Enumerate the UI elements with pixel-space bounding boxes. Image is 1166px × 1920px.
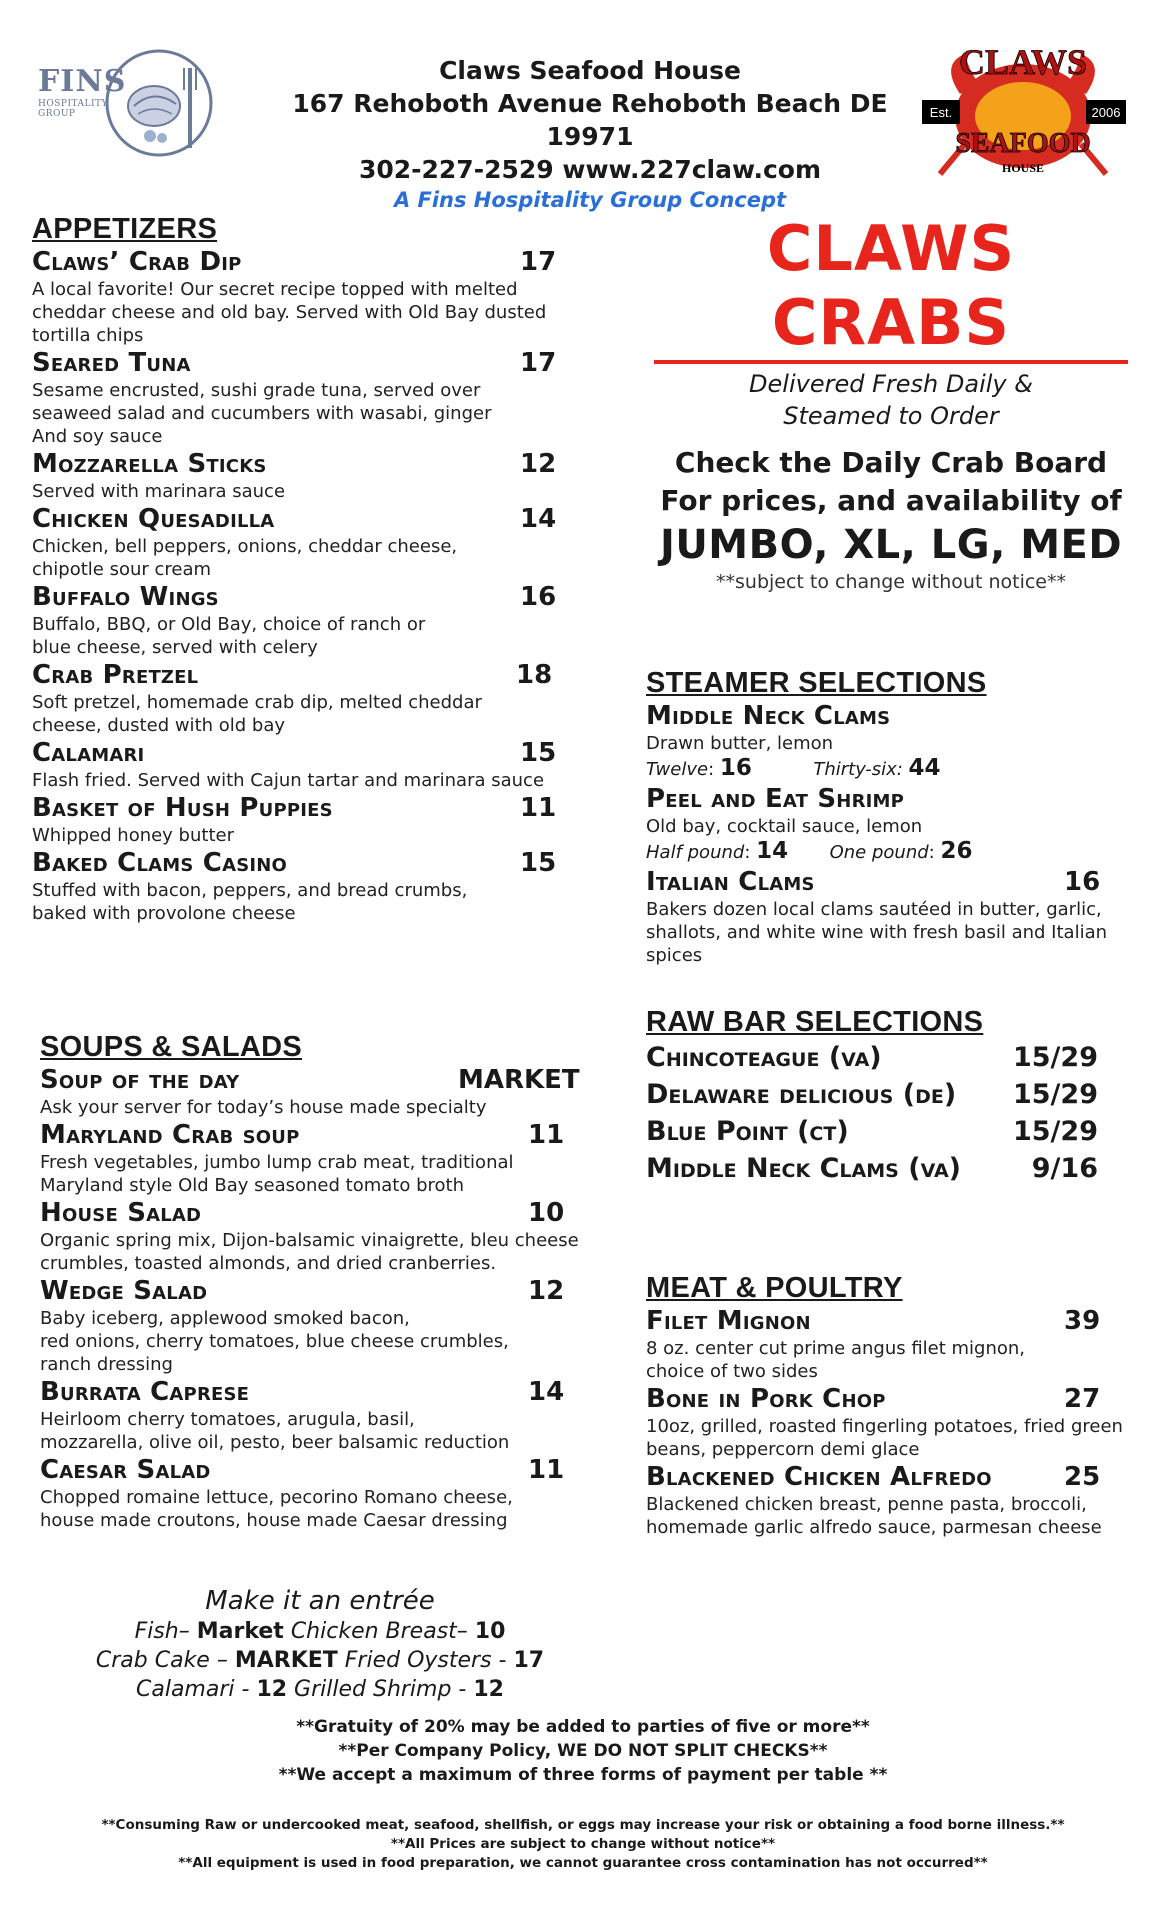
menu-item xyxy=(32,659,592,737)
item-description: 8 oz. center cut prime angus filet mignon, choice of two sides xyxy=(646,1338,1026,1382)
item-price: 16 xyxy=(520,582,557,612)
item-description: Bakers dozen local clams sautéed in butter, garlic, shallots, and white wine with fresh basil and Italian spices xyxy=(646,899,1108,966)
menu-item xyxy=(646,1305,1136,1383)
menu-item xyxy=(32,792,592,847)
item-options: Twelve: 16 Thirty-six: 44 xyxy=(646,755,941,781)
soups-salads-section xyxy=(40,1030,600,1532)
item-price: 27 xyxy=(1064,1384,1101,1414)
item-name: Bone in Pork Chop xyxy=(646,1384,886,1414)
menu-item xyxy=(32,581,592,659)
meat-poultry-section xyxy=(646,1271,1136,1539)
svg-text:SEAFOOD: SEAFOOD xyxy=(955,128,1091,159)
item-price: 15/29 xyxy=(1012,1042,1098,1073)
item-name: Filet Mignon xyxy=(646,1306,811,1336)
item-price: 14 xyxy=(520,504,557,534)
policies xyxy=(0,1715,1166,1787)
item-price: 18 xyxy=(516,660,553,690)
item-name: Basket of Hush Puppies xyxy=(32,793,333,823)
steamer-title: STEAMER SELECTIONS xyxy=(646,667,987,699)
crabs-board-note: Check the Daily Crab Board xyxy=(674,446,1108,479)
item-description: Fresh vegetables, jumbo lump crab meat, traditional Maryland style Old Bay seasoned tomato broth xyxy=(40,1152,514,1196)
policy-line: **We accept a maximum of three forms of payment per table ** xyxy=(278,1765,888,1785)
item-description: Heirloom cherry tomatoes, arugula, basil, mozzarella, olive oil, pesto, beer balsamic reduction xyxy=(40,1409,510,1453)
svg-text:Est.: Est. xyxy=(929,105,953,120)
item-description: Flash fried. Served with Cajun tartar and marinara sauce xyxy=(32,770,545,791)
disclaimers xyxy=(0,1816,1166,1873)
item-description: Drawn butter, lemon xyxy=(646,733,834,754)
restaurant-tagline: A Fins Hospitality Group Concept xyxy=(393,188,787,212)
raw-bar-item xyxy=(646,1113,1136,1150)
menu-item xyxy=(32,503,592,581)
crab-sizes: JUMBO, XL, LG, MED xyxy=(659,522,1123,568)
menu-item xyxy=(40,1064,600,1119)
menu-item xyxy=(40,1376,600,1454)
restaurant-name: Claws Seafood House xyxy=(439,56,741,85)
menu-item xyxy=(32,847,592,925)
item-name: Mozzarella Sticks xyxy=(32,449,267,479)
raw-bar-item xyxy=(646,1076,1136,1113)
item-description: Buffalo, BBQ, or Old Bay, choice of ranch or blue cheese, served with celery xyxy=(32,614,426,658)
item-price: 11 xyxy=(528,1120,565,1150)
menu-item xyxy=(646,783,1136,866)
menu-item xyxy=(32,246,592,347)
item-description: Sesame encrusted, sushi grade tuna, served over seaweed salad and cucumbers with wasabi, ginger And soy sauce xyxy=(32,380,492,447)
soups-salads-title: SOUPS & SALADS xyxy=(40,1031,303,1063)
raw-bar-title: RAW BAR SELECTIONS xyxy=(646,1006,984,1038)
item-name: House Salad xyxy=(40,1198,202,1228)
crabs-subtitle: Delivered Fresh Daily & xyxy=(749,370,1033,398)
item-name: Wedge Salad xyxy=(40,1276,208,1306)
item-name: Calamari xyxy=(32,738,145,768)
item-price: 25 xyxy=(1064,1462,1101,1492)
right-column xyxy=(646,212,1136,1539)
claws-crabs-title: CLAWS CRABS xyxy=(766,212,1016,359)
item-name: Claws’ Crab Dip xyxy=(32,247,242,277)
menu-item xyxy=(32,448,592,503)
entree-line: Crab Cake – MARKET Fried Oysters - 17 xyxy=(95,1648,545,1673)
claws-seafood-logo xyxy=(920,34,1126,194)
item-description: Soft pretzel, homemade crab dip, melted cheddar cheese, dusted with old bay xyxy=(32,692,482,736)
title-underline xyxy=(654,360,1128,364)
fins-logo-text: FINS HOSPITALITY GROUP xyxy=(38,64,127,119)
restaurant-contact: 302-227-2529 www.227claw.com xyxy=(358,155,822,184)
policy-line: **Gratuity of 20% may be added to parties of five or more** xyxy=(296,1717,870,1737)
item-description: 10oz, grilled, roasted fingerling potatoes, fried green beans, peppercorn demi glace xyxy=(646,1416,1123,1460)
crabs-disclaimer: **subject to change without notice** xyxy=(716,571,1066,593)
item-price: 17 xyxy=(520,247,557,277)
menu-item xyxy=(40,1197,600,1275)
item-description: Whipped honey butter xyxy=(32,825,234,846)
item-price: MARKET xyxy=(458,1065,580,1095)
item-name: Blackened Chicken Alfredo xyxy=(646,1462,992,1492)
item-price: 17 xyxy=(520,348,557,378)
item-description: Ask your server for today’s house made specialty xyxy=(40,1097,487,1118)
restaurant-address: 167 Rehoboth Avenue Rehoboth Beach DE 19971 xyxy=(292,89,888,151)
entree-line: Calamari - 12 Grilled Shrimp - 12 xyxy=(136,1677,504,1702)
item-options: Half pound: 14 One pound: 26 xyxy=(646,838,973,864)
item-price: 11 xyxy=(528,1455,565,1485)
item-name: Maryland Crab soup xyxy=(40,1120,300,1150)
menu-item xyxy=(32,347,592,448)
item-description: Served with marinara sauce xyxy=(32,481,286,502)
meat-poultry-title: MEAT & POULTRY xyxy=(646,1272,903,1304)
svg-text:CLAWS: CLAWS xyxy=(958,42,1088,82)
menu-item xyxy=(40,1454,600,1532)
raw-bar-item xyxy=(646,1039,1136,1076)
item-description: Chopped romaine lettuce, pecorino Romano cheese, house made croutons, house made Caesar dressing xyxy=(40,1487,513,1531)
item-description: A local favorite! Our secret recipe topped with melted cheddar cheese and old bay. Served with Old Bay dusted tortilla chips xyxy=(32,279,547,346)
menu-item xyxy=(646,1383,1136,1461)
item-price: 11 xyxy=(520,793,557,823)
appetizers-section xyxy=(32,212,592,925)
item-name: Peel and Eat Shrimp xyxy=(646,784,905,814)
svg-text:2006: 2006 xyxy=(1091,105,1121,120)
entree-addons xyxy=(40,1585,600,1704)
item-description: Stuffed with bacon, peppers, and bread crumbs, baked with provolone cheese xyxy=(32,880,468,924)
policy-line: **Per Company Policy, WE DO NOT SPLIT CHECKS** xyxy=(338,1741,828,1761)
item-name: Burrata Caprese xyxy=(40,1377,250,1407)
item-price: 39 xyxy=(1064,1306,1101,1336)
item-price: 12 xyxy=(520,449,557,479)
menu-item xyxy=(32,737,592,792)
crabs-subtitle: Steamed to Order xyxy=(783,402,999,430)
menu-item xyxy=(646,700,1136,783)
item-price: 12 xyxy=(528,1276,565,1306)
item-name: Middle Neck Clams xyxy=(646,701,891,731)
fins-hospitality-logo xyxy=(34,48,224,158)
item-name: Delaware delicious (de) xyxy=(646,1079,957,1110)
item-price: 9/16 xyxy=(1031,1153,1098,1184)
item-name: Seared Tuna xyxy=(32,348,191,378)
item-name: Italian Clams xyxy=(646,867,815,897)
claws-crabs-section xyxy=(646,212,1136,594)
menu-item xyxy=(646,1461,1136,1539)
item-description: Blackened chicken breast, penne pasta, broccoli, homemade garlic alfredo sauce, parmesan cheese xyxy=(646,1494,1102,1538)
disclaimer-line: **All Prices are subject to change without notice** xyxy=(390,1836,776,1852)
restaurant-info xyxy=(250,54,930,214)
item-price: 15/29 xyxy=(1012,1116,1098,1147)
item-price: 16 xyxy=(1064,867,1101,897)
item-price: 10 xyxy=(528,1198,565,1228)
disclaimer-line: **Consuming Raw or undercooked meat, seafood, shellfish, or eggs may increase your risk or obtaining a food borne illness.** xyxy=(101,1817,1065,1833)
menu-item xyxy=(40,1119,600,1197)
item-price: 14 xyxy=(528,1377,565,1407)
item-name: Crab Pretzel xyxy=(32,660,199,690)
item-description: Baby iceberg, applewood smoked bacon, red onions, cherry tomatoes, blue cheese crumbles, ranch dressing xyxy=(40,1308,509,1375)
entree-line: Fish– Market Chicken Breast– 10 xyxy=(134,1619,506,1644)
item-name: Chincoteague (va) xyxy=(646,1042,882,1073)
item-name: Blue Point (ct) xyxy=(646,1116,849,1147)
item-price: 15 xyxy=(520,848,557,878)
item-name: Baked Clams Casino xyxy=(32,848,288,878)
disclaimer-line: **All equipment is used in food preparation, we cannot guarantee cross contamination has not occurred** xyxy=(178,1855,988,1871)
menu-header xyxy=(0,0,1166,212)
item-name: Chicken Quesadilla xyxy=(32,504,275,534)
entree-title: Make it an entrée xyxy=(205,1586,435,1616)
item-price: 15/29 xyxy=(1012,1079,1098,1110)
item-description: Organic spring mix, Dijon-balsamic vinaigrette, bleu cheese crumbles, toasted almonds, and dried cranberries. xyxy=(40,1230,579,1274)
menu-item xyxy=(646,866,1136,967)
item-price: 15 xyxy=(520,738,557,768)
item-description: Old bay, cocktail sauce, lemon xyxy=(646,816,923,837)
item-description: Chicken, bell peppers, onions, cheddar cheese, chipotle sour cream xyxy=(32,536,458,580)
item-name: Soup of the day xyxy=(40,1065,240,1095)
appetizers-title: APPETIZERS xyxy=(32,213,218,245)
item-name: Buffalo Wings xyxy=(32,582,219,612)
raw-bar-section xyxy=(646,1005,1136,1187)
raw-bar-item xyxy=(646,1150,1136,1187)
crabs-board-note: For prices, and availability of xyxy=(660,484,1122,517)
item-name: Middle Neck Clams (va) xyxy=(646,1153,962,1184)
steamer-section xyxy=(646,666,1136,967)
menu-item xyxy=(40,1275,600,1376)
item-name: Caesar Salad xyxy=(40,1455,211,1485)
svg-text:HOUSE: HOUSE xyxy=(1001,161,1045,175)
